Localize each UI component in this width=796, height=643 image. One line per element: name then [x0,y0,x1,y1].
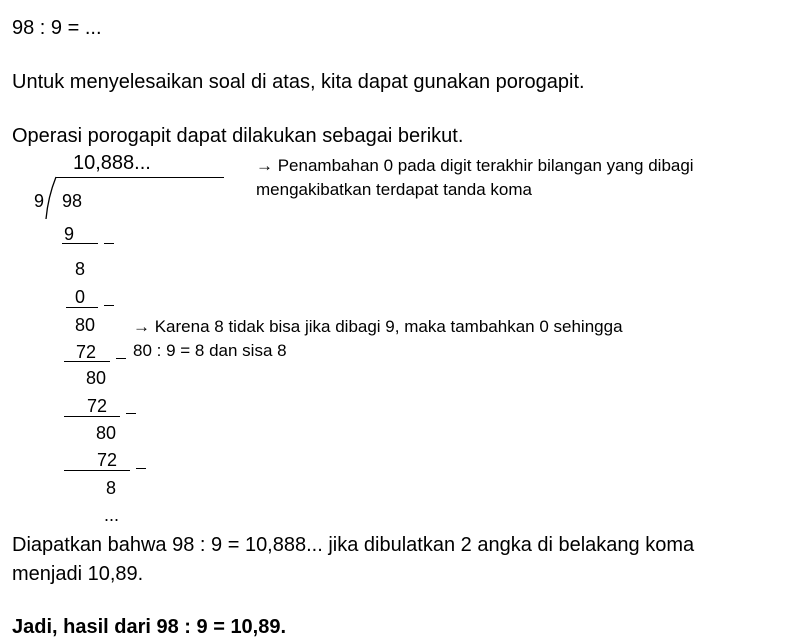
step-subtrahend: 9 [64,224,75,244]
quotient: 10,888... [73,152,151,174]
note-add-zero-line1: → Karena 8 tidak bisa jika dibagi 9, maka tambahkan 0 sehingga [133,317,623,336]
result-line2: menjadi 10,89. [12,563,144,585]
divisor: 9 [34,191,45,211]
step-subtrahend: 72 [87,396,108,416]
step-line [62,243,98,244]
step-subtrahend: 72 [97,450,118,470]
minus-sign [116,358,126,359]
minus-sign [104,243,114,244]
minus-sign [126,413,136,414]
note-trailing-zero-line1: → Penambahan 0 pada digit terakhir bilangan yang dibagi [256,156,694,175]
minus-sign [104,305,114,306]
operation-intro-text: Operasi porogapit dapat dilakukan sebagai berikut. [12,125,464,147]
dividend: 98 [62,191,83,211]
step-remainder: 80 [75,315,96,335]
division-bracket [46,177,56,219]
step-line [64,361,110,362]
step-remainder: 80 [86,368,107,388]
result-line1: Diapatkan bahwa 98 : 9 = 10,888... jika dibulatkan 2 angka di belakang koma [12,534,695,556]
step-remainder: 8 [106,478,117,498]
minus-sign [136,468,146,469]
step-remainder: 8 [75,259,86,279]
note-trailing-zero-line2: mengakibatkan terdapat tanda koma [256,180,532,199]
division-bar [56,177,224,178]
step-line [66,307,98,308]
note-add-zero-line2: 80 : 9 = 8 dan sisa 8 [133,341,287,360]
conclusion: Jadi, hasil dari 98 : 9 = 10,89. [12,616,287,638]
step-line [64,470,130,471]
continuation-dots: ... [104,505,120,525]
step-subtrahend: 0 [75,287,86,307]
step-remainder: 80 [96,423,117,443]
problem-statement: 98 : 9 = ... [12,17,102,39]
step-line [64,416,120,417]
step-subtrahend: 72 [76,342,97,362]
intro-text: Untuk menyelesaikan soal di atas, kita dapat gunakan porogapit. [12,71,585,93]
